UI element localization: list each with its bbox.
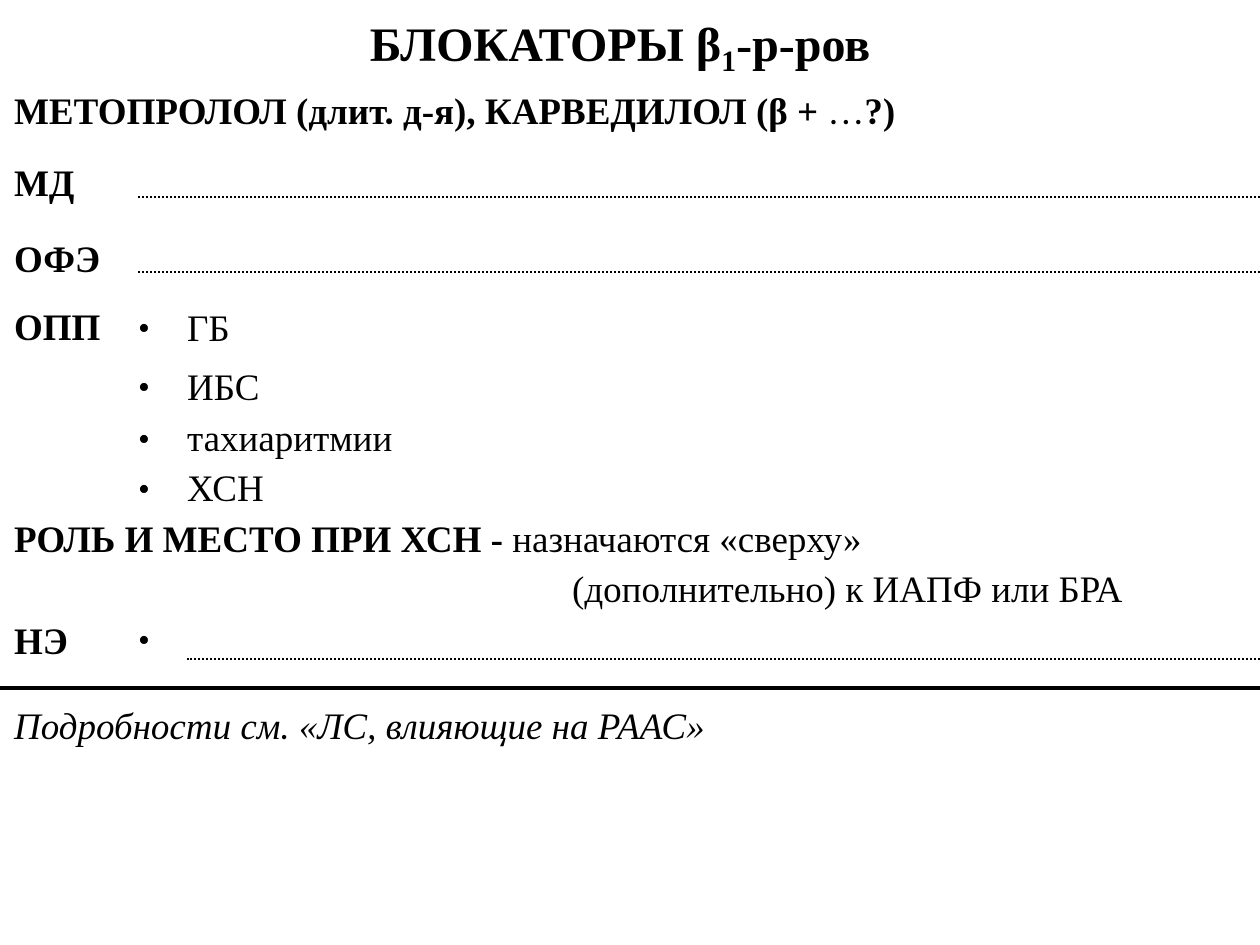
role-text-2: (дополнительно) к ИАПФ или БРА [572, 570, 1123, 611]
title-subscript: 1 [721, 45, 737, 78]
drug-list-text: МЕТОПРОЛОЛ (длит. д-я), КАРВЕДИЛОЛ (β + [14, 92, 828, 133]
title-suffix: -р-ров [736, 19, 871, 72]
md-blank-line [138, 196, 1260, 198]
drug-list-end: ?) [864, 92, 896, 133]
opp-item-ibs: ИБС [187, 368, 260, 409]
drug-list-ellipsis: … [827, 92, 865, 133]
ofe-label: ОФЭ [14, 240, 101, 281]
footnote: Подробности см. «ЛС, влияющие на РААС» [14, 707, 705, 748]
divider [0, 686, 1260, 690]
role-text-1: назначаются «сверху» [512, 520, 862, 561]
opp-bullet: • [138, 369, 150, 406]
opp-item-chf: ХСН [187, 469, 264, 510]
opp-bullet: • [138, 421, 150, 458]
role-label: РОЛЬ И МЕСТО ПРИ ХСН - [14, 520, 503, 561]
opp-label: ОПП [14, 308, 101, 349]
opp-bullet: • [138, 310, 150, 347]
ne-bullet: • [138, 622, 150, 659]
opp-item-tachyarrhythmia: тахиаритмии [187, 419, 393, 460]
ne-blank-line [187, 658, 1260, 660]
ne-label: НЭ [14, 622, 68, 663]
drug-list [14, 90, 895, 136]
ofe-blank-line [138, 271, 1260, 273]
role-line [14, 518, 861, 564]
title-main: БЛОКАТОРЫ β [369, 19, 722, 72]
md-label: МД [14, 164, 75, 205]
opp-item-gb: ГБ [187, 309, 230, 350]
opp-bullet: • [138, 471, 150, 508]
page-title [0, 18, 1240, 78]
